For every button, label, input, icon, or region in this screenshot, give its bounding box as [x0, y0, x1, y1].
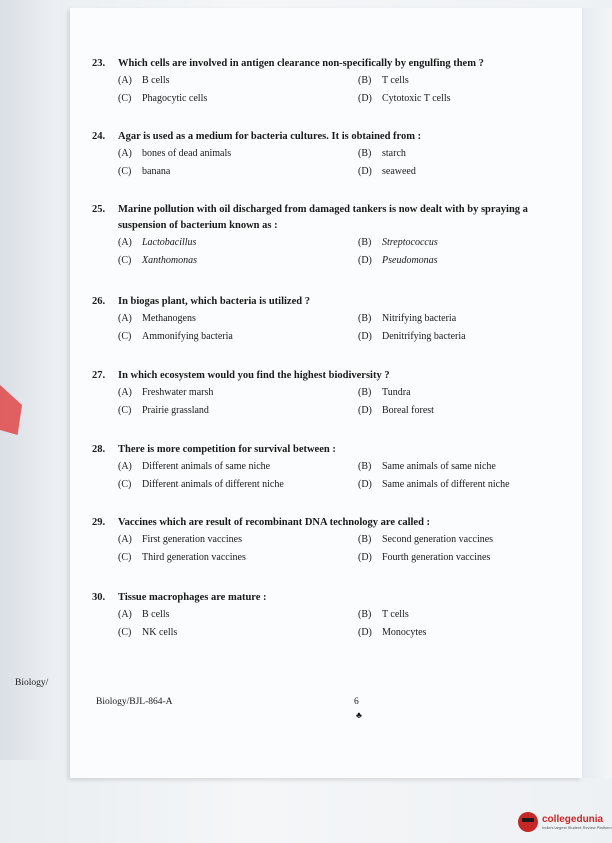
- question-number: 30.: [92, 592, 106, 603]
- option-a: (A) bones of dead animals: [118, 148, 232, 159]
- option-c: (C) Phagocytic cells: [118, 93, 208, 104]
- option-b: (B) Same animals of same niche: [358, 461, 496, 472]
- option-b: (B) Nitrifying bacteria: [358, 313, 457, 324]
- option-a: (A) B cells: [118, 75, 170, 86]
- question-27: [92, 368, 562, 418]
- option-a: (A) Methanogens: [118, 313, 196, 324]
- watermark-name: collegedunia: [542, 814, 604, 825]
- question-text: Vaccines which are result of recombinant DNA technology are called :: [118, 517, 431, 528]
- option-d: (D) Monocytes: [358, 627, 427, 638]
- question-number: 23.: [92, 58, 106, 69]
- question-number: 29.: [92, 517, 106, 528]
- option-d: (D) Same animals of different niche: [358, 479, 510, 490]
- option-a: (A) Freshwater marsh: [118, 387, 214, 398]
- option-c: (C) Prairie grassland: [118, 405, 209, 416]
- question-24: [92, 129, 562, 179]
- question-text: Marine pollution with oil discharged from damaged tankers is now dealt with by spraying a suspension of bacterium known as :: [118, 204, 528, 231]
- option-b: (B) Streptococcus: [358, 237, 438, 248]
- collegedunia-watermark: [518, 801, 612, 843]
- option-c: (C) NK cells: [118, 627, 178, 638]
- option-c: (C) Third generation vaccines: [118, 552, 246, 563]
- exam-page: [70, 8, 582, 778]
- option-b: (B) T cells: [358, 609, 409, 620]
- option-c: (C) Xanthomonas: [118, 255, 197, 266]
- option-d: (D) Denitrifying bacteria: [358, 331, 466, 342]
- question-number: 25.: [92, 204, 106, 215]
- graduation-cap-icon: [518, 812, 538, 832]
- option-d: (D) Boreal forest: [358, 405, 434, 416]
- option-c: (C) Different animals of different niche: [118, 479, 284, 490]
- question-text: Which cells are involved in antigen clearance non-specifically by engulfing them ?: [118, 58, 484, 69]
- option-a: (A) Lactobacillus: [118, 237, 197, 248]
- option-d: (D) seaweed: [358, 166, 416, 177]
- question-23: [92, 56, 562, 106]
- option-a: (A) B cells: [118, 609, 170, 620]
- question-number: 27.: [92, 370, 106, 381]
- club-symbol: ♣: [356, 710, 362, 720]
- option-b: (B) T cells: [358, 75, 409, 86]
- option-b: (B) starch: [358, 148, 406, 159]
- watermark-tagline: India's largest Student Review Platform: [542, 825, 612, 830]
- option-a: (A) Different animals of same niche: [118, 461, 271, 472]
- question-text: In which ecosystem would you find the highest biodiversity ?: [118, 370, 390, 381]
- question-26: [92, 294, 562, 344]
- question-30: [92, 590, 562, 640]
- back-page-label: Biology/: [15, 678, 49, 688]
- question-text: Agar is used as a medium for bacteria cultures. It is obtained from :: [118, 131, 422, 142]
- underlying-page: [0, 0, 60, 760]
- option-d: (D) Fourth generation vaccines: [358, 552, 491, 563]
- paper-code: Biology/BJL-864-A: [96, 697, 173, 707]
- option-d: (D) Cytotoxic T cells: [358, 93, 451, 104]
- option-a: (A) First generation vaccines: [118, 534, 242, 545]
- question-28: [92, 442, 562, 492]
- option-d: (D) Pseudomonas: [358, 255, 438, 266]
- option-b: (B) Second generation vaccines: [358, 534, 494, 545]
- question-number: 24.: [92, 131, 106, 142]
- question-text: Tissue macrophages are mature :: [118, 592, 267, 603]
- option-c: (C) banana: [118, 166, 171, 177]
- option-c: (C) Ammonifying bacteria: [118, 331, 233, 342]
- question-number: 26.: [92, 296, 106, 307]
- question-25: [92, 202, 562, 268]
- option-b: (B) Tundra: [358, 387, 411, 398]
- question-number: 28.: [92, 444, 106, 455]
- question-text: In biogas plant, which bacteria is utilized ?: [118, 296, 310, 307]
- question-text: There is more competition for survival between :: [118, 444, 336, 455]
- page-number: 6: [354, 697, 359, 707]
- question-29: [92, 515, 562, 565]
